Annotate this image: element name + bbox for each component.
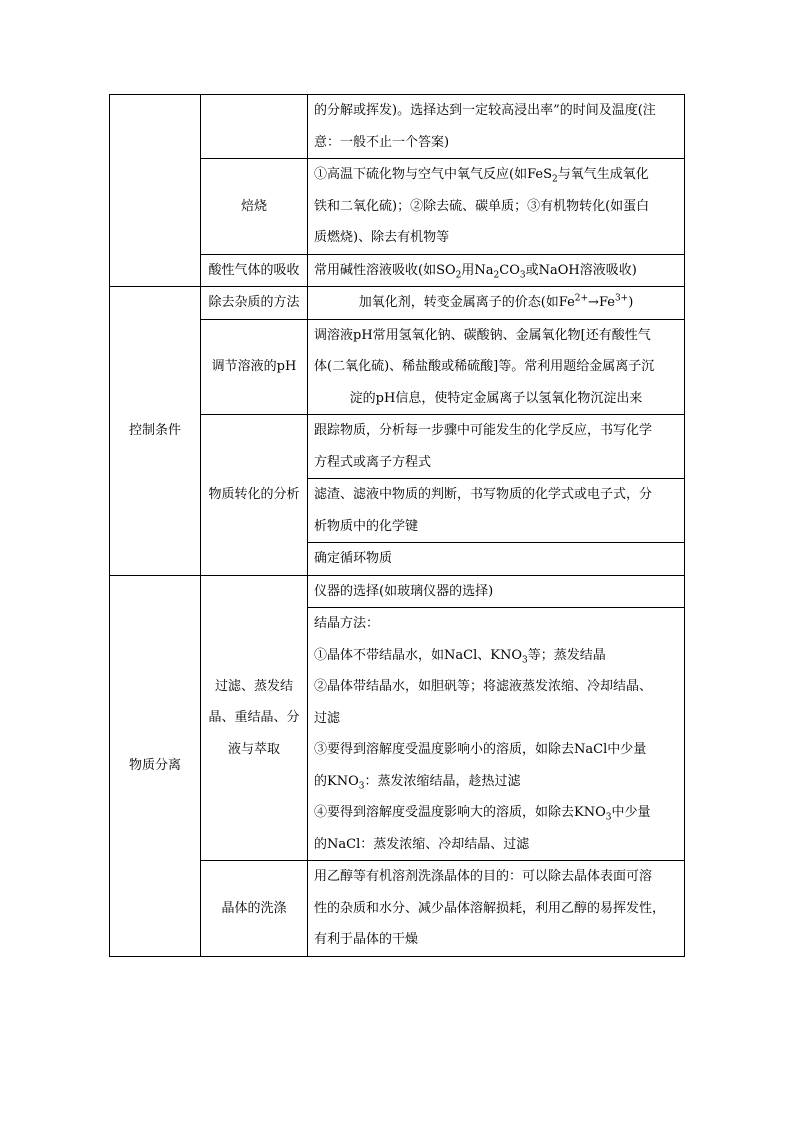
filter-methods-label: 过滤、蒸发结晶、重结晶、分液与萃取 bbox=[201, 575, 308, 861]
crystal-wash-label: 晶体的洗涤 bbox=[201, 861, 308, 957]
table-row bbox=[110, 575, 685, 608]
impurity-removal-text: 加氧化剂，转变金属离子的价态(如$Fe^{2+}\to Fe^{3+}$) bbox=[308, 287, 685, 320]
transform-text-1: 跟踪物质，分析每一步骤中可能发生的化学反应，书写化学 方程式或离子方程式 bbox=[308, 415, 685, 479]
acid-gas-label: 酸性气体的吸收 bbox=[201, 254, 308, 287]
control-conditions-label: 控制条件 bbox=[110, 287, 201, 576]
transform-text-2: 滤渣、滤液中物质的判断，书写物质的化学式或电子式，分 析物质中的化学键 bbox=[308, 479, 685, 543]
crystallization-text: 结晶方法： ①晶体不带结晶水，如NaCl、$KNO_3$等；蒸发结晶 ②晶体带结晶水，如胆矾等；将滤液蒸发浓缩、冷却结晶、 过滤 ③要得到溶解度受温度影响小的溶质，如除去NaCl中少量 的$KNO_3$：蒸发浓缩结晶，趁热过滤 ④要得到溶解度受温度影响大的溶质，如除去$KNO_3$中少量 的NaCl：蒸发浓缩、冷却结晶、过滤 bbox=[308, 608, 685, 861]
process-conditions-table bbox=[109, 94, 685, 957]
transform-analysis-label: 物质转化的分析 bbox=[201, 415, 308, 576]
roast-label: 焙烧 bbox=[201, 159, 308, 255]
crystal-wash-text: 用乙醇等有机溶剂洗涤晶体的目的：可以除去晶体表面可溶 性的杂质和水分、减少晶体溶解损耗，利用乙醇的易挥发性， 有利于晶体的干燥 bbox=[308, 861, 685, 957]
category-cell-continued bbox=[110, 95, 201, 287]
acid-gas-text: 常用碱性溶液吸收(如$SO_2$用$Na_2CO_3$或NaOH溶液吸收) bbox=[308, 254, 685, 287]
roast-text: ①高温下硫化物与空气中氧气反应(如FeS$_2$与氧气生成氧化 铁和二氧化硫)；②除去硫、碳单质；③有机物转化(如蛋白 质燃烧)、除去有机物等 bbox=[308, 159, 685, 255]
separation-label: 物质分离 bbox=[110, 575, 201, 956]
impurity-removal-label: 除去杂质的方法 bbox=[201, 287, 308, 320]
ph-adjust-text: 调溶液pH常用氢氧化钠、碳酸钠、金属氧化物[还有酸性气 体(二氧化硫)、稀盐酸或稀硫酸]等。常利用题给金属离子沉 淀的pH信息，使特定金属离子以氢氧化物沉淀出来 bbox=[308, 319, 685, 415]
transform-text-3: 确定循环物质 bbox=[308, 543, 685, 576]
table-row bbox=[110, 287, 685, 320]
leaching-continued-text: 的分解或挥发)。选择达到一定较高浸出率”的时间及温度(注 意：一般不止一个答案) bbox=[308, 95, 685, 159]
instrument-text: 仪器的选择(如玻璃仪器的选择) bbox=[308, 575, 685, 608]
method-cell-continued bbox=[201, 95, 308, 159]
ph-adjust-label: 调节溶液的pH bbox=[201, 319, 308, 415]
table-row bbox=[110, 95, 685, 159]
